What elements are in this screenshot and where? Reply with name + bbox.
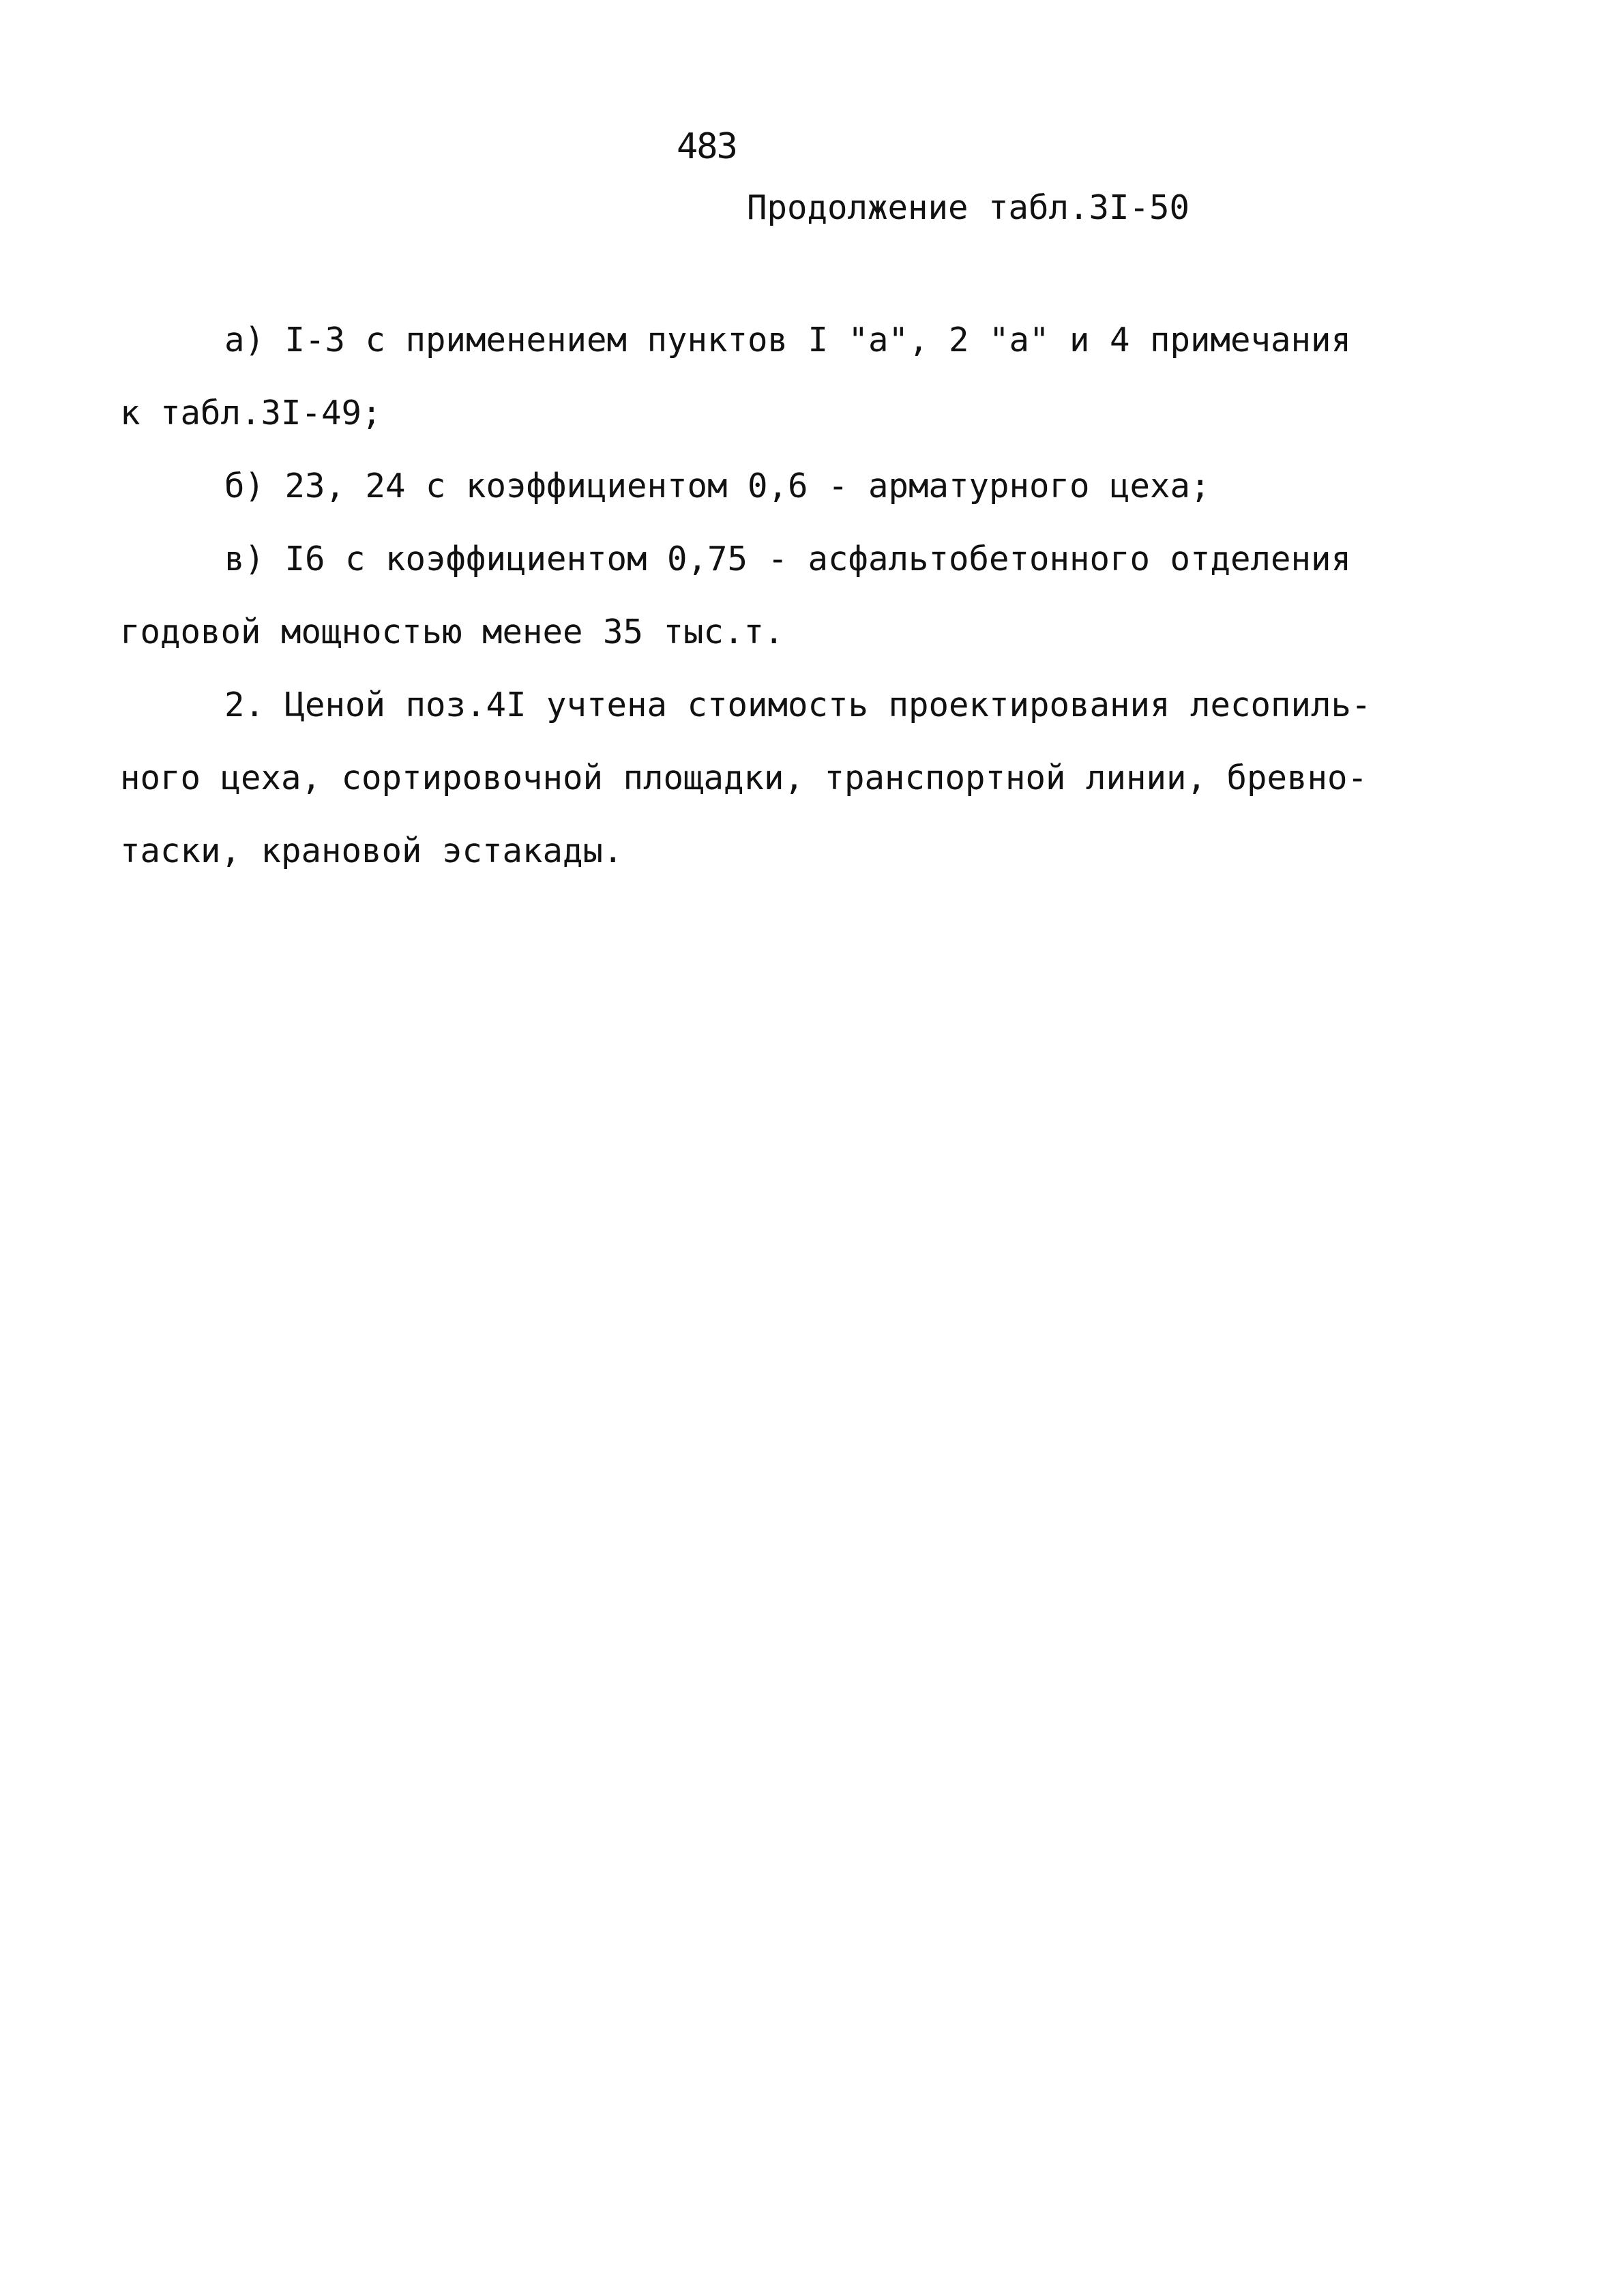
note-line-b: б) 23, 24 с коэффициентом 0,6 - арматурного цеха; [224,467,1211,505]
note-2-line-2: ного цеха, сортировочной площадки, транспортной линии, бревно- [120,759,1368,797]
table-continuation-heading: Продолжение табл.3I-50 [747,188,1190,227]
note-line-a-cont: к табл.3I-49; [120,394,382,432]
note-2-line-1: 2. Ценой поз.4I учтена стоимость проектирования лесопиль- [224,686,1372,724]
note-line-v-cont: годовой мощностью менее 35 тыс.т. [120,613,784,651]
note-line-a: а) I-3 с применением пунктов I "а", 2 "а" и 4 примечания [224,321,1352,359]
note-line-v: в) I6 с коэффициентом 0,75 - асфальтобетонного отделения [224,540,1352,578]
notes-text [120,304,1416,887]
note-2-line-3: таски, крановой эстакады. [120,831,623,870]
page-number: 483 [677,126,737,167]
